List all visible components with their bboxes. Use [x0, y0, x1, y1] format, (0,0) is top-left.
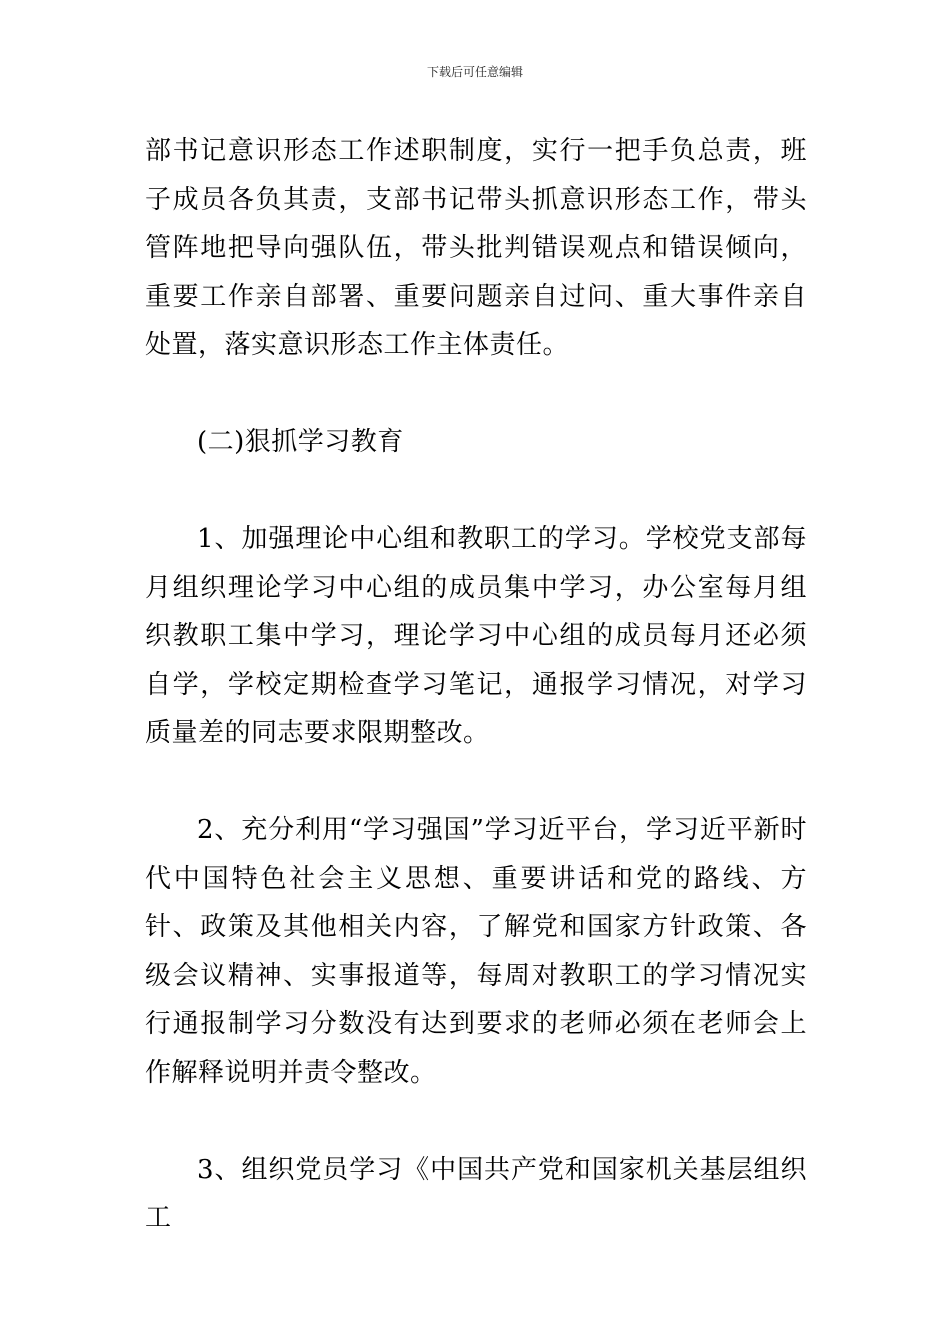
document-body — [145, 127, 807, 1243]
section-heading: (二)狠抓学习教育 — [197, 427, 404, 457]
paragraph-item-2: 2、充分利用“学习强国”学习近平台，学习近平新时代中国特色社会主义思想、重要讲话和党的路线、方针、政策及其他相关内容，了解党和国家方针政策、各级会议精神、实事报道等，每周对教职工的学习情况实行通报制学习分数没有达到要求的老师必须在老师会上作解释说明并责令整改。 — [145, 815, 807, 1088]
paragraph-gap — [145, 370, 807, 419]
paragraph-item-1: 1、加强理论中心组和教职工的学习。学校党支部每月组织理论学习中心组的成员集中学习，办公室每月组织教职工集中学习，理论学习中心组的成员每月还必须自学，学校定期检查学习笔记，通报学习情况，对学习质量差的同志要求限期整改。 — [145, 524, 807, 748]
paragraph-gap — [145, 467, 807, 516]
paragraph-continuation: 部书记意识形态工作述职制度，实行一把手负总责，班子成员各负其责，支部书记带头抓意识形态工作，带头管阵地把导向强队伍，带头批判错误观点和错误倾向，重要工作亲自部署、重要问题亲自过问、重大事件亲自处置，落实意识形态工作主体责任。 — [145, 136, 807, 360]
paragraph-gap — [145, 1097, 807, 1146]
paragraph-item-3: 3、组织党员学习《中国共产党和国家机关基层组织工 — [145, 1154, 807, 1233]
paragraph-gap — [145, 758, 807, 807]
page-header-note: 下载后可任意编辑 — [426, 65, 523, 79]
